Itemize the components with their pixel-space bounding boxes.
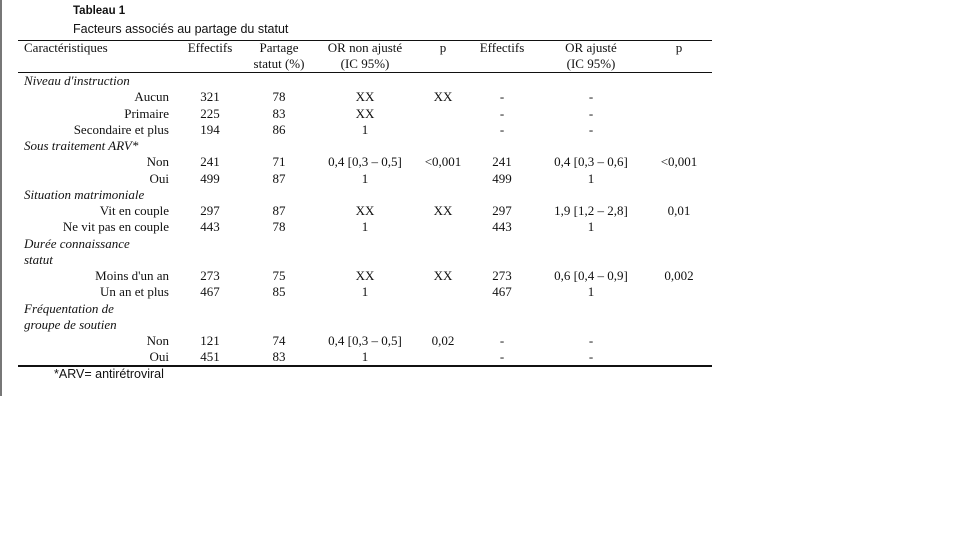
cell-p-2: <0,001: [660, 154, 698, 170]
cell-p-2: 0,002: [664, 268, 694, 283]
cell-effectifs-2: 297: [492, 203, 512, 218]
cell-partage: 74: [272, 333, 286, 348]
header-partage-line2: statut (%): [253, 56, 305, 71]
cell-or-adjusted: 0,4 [0,3 – 0,6]: [554, 154, 628, 170]
cell-or-adjusted: -: [588, 349, 594, 365]
row-label: Primaire: [124, 105, 169, 121]
cell-effectifs-2: 467: [492, 284, 512, 300]
cell-effectifs-2: 499: [492, 170, 512, 186]
cell-effectifs-2: -: [499, 121, 505, 137]
cell-or-crude: 1: [361, 170, 369, 186]
section-title: Sous traitement ARV*: [24, 138, 139, 153]
cell-p-1: <0,001: [424, 154, 462, 170]
header-effectifs-1: Effectifs: [187, 40, 233, 55]
header-p-1: p: [439, 40, 447, 55]
cell-partage: 86: [272, 121, 286, 137]
cell-or-crude: 1: [361, 349, 369, 365]
cell-partage: 78: [272, 219, 286, 235]
cell-effectifs-2: -: [499, 89, 505, 105]
row-label: Oui: [149, 170, 169, 186]
cell-or-crude: 0,4 [0,3 – 0,5]: [328, 333, 402, 348]
table-label: Tableau 1: [73, 5, 126, 17]
cell-effectifs-1: 121: [200, 333, 220, 348]
cell-or-adjusted: 1: [587, 284, 595, 300]
cell-effectifs-2: -: [499, 349, 505, 365]
cell-or-crude: XX: [355, 203, 375, 218]
cell-or-adjusted: -: [588, 333, 594, 348]
header-or-adjusted-line1: OR ajusté: [565, 40, 617, 55]
header-p-2: p: [675, 40, 683, 55]
row-label: Non: [146, 333, 169, 348]
section-title: Niveau d'instruction: [24, 73, 130, 88]
cell-or-adjusted: 1,9 [1,2 – 2,8]: [554, 203, 628, 218]
table-footnote: *ARV= antirétroviral: [54, 367, 164, 381]
cell-or-crude: 1: [361, 121, 369, 137]
cell-effectifs-2: -: [499, 105, 505, 121]
cell-effectifs-1: 194: [200, 121, 220, 137]
cell-p-1: XX: [433, 268, 453, 283]
section-title: statut: [24, 251, 53, 267]
cell-effectifs-1: 467: [200, 284, 220, 300]
cell-effectifs-2: -: [499, 333, 505, 348]
window-left-edge: [0, 0, 2, 396]
row-label: Un an et plus: [100, 284, 169, 300]
section-title: Fréquentation de: [24, 300, 114, 316]
header-or-adjusted-line2: (IC 95%): [566, 56, 616, 71]
cell-effectifs-1: 225: [200, 105, 220, 121]
row-label: Aucun: [134, 89, 169, 105]
header-or-crude-line2: (IC 95%): [340, 56, 390, 71]
cell-partage: 83: [272, 105, 286, 121]
cell-or-crude: 0,4 [0,3 – 0,5]: [328, 154, 402, 170]
table-subtitle: Facteurs associés au partage du statut: [73, 22, 289, 36]
cell-effectifs-2: 443: [492, 219, 512, 235]
cell-effectifs-1: 297: [200, 203, 220, 218]
cell-p-1: 0,02: [431, 333, 455, 348]
cell-or-crude: 1: [361, 284, 369, 300]
header-or-crude-line1: OR non ajusté: [327, 40, 403, 55]
cell-partage: 71: [272, 154, 286, 170]
cell-effectifs-1: 273: [200, 268, 220, 283]
cell-or-adjusted: 0,6 [0,4 – 0,9]: [554, 268, 628, 283]
section-title: Situation matrimoniale: [24, 186, 145, 202]
cell-or-crude: XX: [355, 268, 375, 283]
cell-partage: 83: [272, 349, 286, 365]
row-label: Moins d'un an: [95, 268, 169, 283]
cell-partage: 75: [272, 268, 286, 283]
cell-p-2: 0,01: [667, 203, 691, 218]
row-label: Oui: [149, 349, 169, 365]
cell-partage: 78: [272, 89, 286, 105]
cell-effectifs-1: 241: [200, 154, 220, 170]
cell-or-crude: XX: [355, 89, 375, 105]
cell-or-crude: XX: [355, 105, 375, 121]
section-title: groupe de soutien: [24, 316, 117, 332]
cell-p-1: XX: [433, 89, 453, 105]
section-title: Durée connaissance: [24, 235, 130, 251]
cell-partage: 85: [272, 284, 286, 300]
cell-or-adjusted: -: [588, 89, 594, 105]
cell-effectifs-1: 451: [200, 349, 220, 365]
cell-effectifs-1: 443: [200, 219, 220, 235]
cell-effectifs-2: 241: [492, 154, 512, 170]
cell-effectifs-1: 321: [200, 89, 220, 105]
cell-p-1: XX: [433, 203, 453, 218]
cell-effectifs-2: 273: [492, 268, 512, 283]
row-label: Ne vit pas en couple: [62, 219, 169, 235]
header-effectifs-2: Effectifs: [479, 40, 525, 55]
cell-or-adjusted: 1: [587, 170, 595, 186]
row-label: Vit en couple: [99, 203, 169, 218]
cell-partage: 87: [272, 170, 286, 186]
cell-or-crude: 1: [361, 219, 369, 235]
cell-partage: 87: [272, 203, 286, 218]
header-characteristics: Caractéristiques: [24, 40, 108, 55]
row-label: Secondaire et plus: [73, 121, 169, 137]
cell-or-adjusted: -: [588, 121, 594, 137]
row-label: Non: [146, 154, 169, 170]
cell-effectifs-1: 499: [200, 170, 220, 186]
cell-or-adjusted: -: [588, 105, 594, 121]
cell-or-adjusted: 1: [587, 219, 595, 235]
header-partage-line1: Partage: [259, 40, 299, 55]
